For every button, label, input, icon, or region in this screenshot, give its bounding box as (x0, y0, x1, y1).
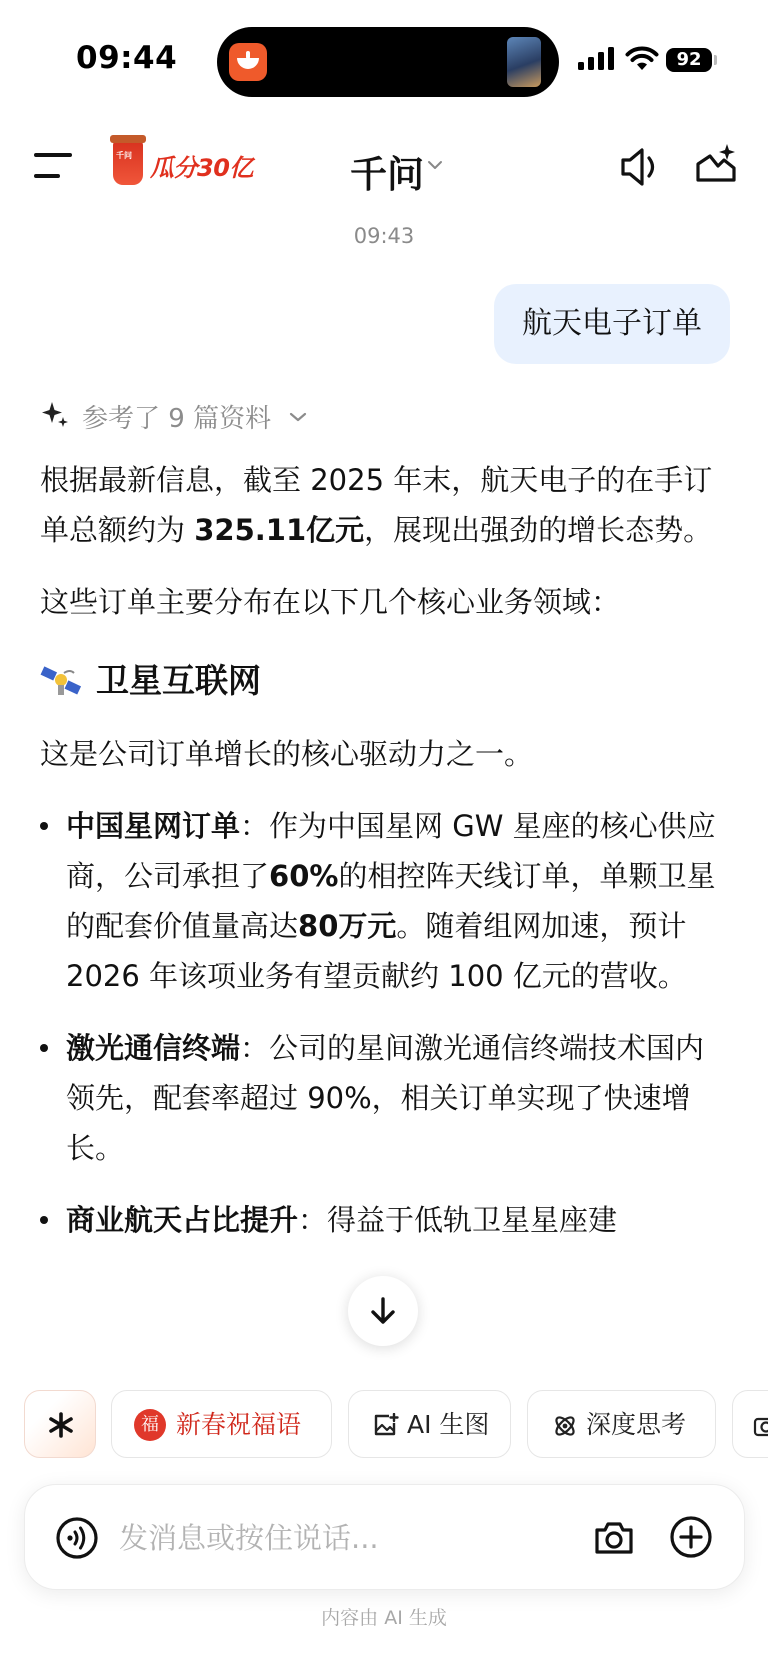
answer-distribution: 这些订单主要分布在以下几个核心业务领域： (40, 585, 621, 619)
satellite-icon (40, 663, 84, 699)
camera-icon[interactable] (593, 1518, 635, 1556)
user-message-bubble[interactable]: 航天电子订单 (494, 284, 730, 364)
assistant-answer (40, 455, 730, 1267)
arrow-down-icon (369, 1296, 397, 1326)
new-chat-icon[interactable] (694, 142, 738, 186)
promo-banner-text[interactable]: 瓜分30亿 (150, 154, 253, 182)
section-heading (40, 657, 730, 705)
more-chip[interactable] (732, 1390, 768, 1458)
status-time: 09:44 (76, 40, 178, 76)
wifi-icon (625, 46, 659, 72)
list-item: 激光通信终端：公司的星间激光通信终端技术国内领先，配套率超过 90%，相关订单实现了快速增长。 (40, 1023, 730, 1173)
deep-think-label: 深度思考 (586, 1410, 687, 1439)
add-attachment-icon[interactable] (669, 1515, 713, 1559)
quick-action-star-button[interactable] (24, 1390, 96, 1458)
list-item: 中国星网订单：作为中国星网 GW 星座的核心供应商，公司承担了60%的相控阵天线订单，单颗卫星的配套价值量高达80万元。随着组网加速，预计 2026 年该项业务有望贡献约 100 亿元的营收。 (40, 801, 730, 1001)
scroll-to-bottom-button[interactable] (348, 1276, 418, 1346)
ai-image-label: AI 生图 (407, 1410, 490, 1439)
content-fade (0, 1352, 768, 1382)
asterisk-icon (48, 1411, 74, 1439)
message-composer (24, 1484, 745, 1590)
deep-think-chip[interactable] (527, 1390, 716, 1458)
app-activity-icon (229, 43, 267, 81)
promo-cup-label: 千问 (116, 151, 132, 160)
promo-cup-icon[interactable] (113, 141, 143, 185)
sparkle-icon (40, 400, 70, 430)
list-item: 商业航天占比提升：得益于低轨卫星星座建 (40, 1195, 730, 1245)
atom-icon (552, 1413, 578, 1439)
answer-intro: 根据最新信息，截至 2025 年末，航天电子的在手订单总额约为 325.11亿元，展现出强劲的增长态势。 (40, 463, 713, 547)
section-intro: 这是公司订单增长的核心驱动力之一。 (40, 737, 534, 771)
cellular-signal-icon (578, 44, 618, 74)
ai-disclaimer: 内容由 AI 生成 (321, 1607, 447, 1629)
bullet-list (40, 801, 730, 1245)
page-title[interactable]: 千问 (350, 153, 424, 196)
image-plus-icon (373, 1413, 399, 1437)
chevron-down-icon[interactable] (427, 160, 443, 170)
media-thumbnail (507, 37, 541, 87)
blessing-chip[interactable] (111, 1390, 332, 1458)
speaker-icon[interactable] (617, 146, 661, 188)
dynamic-island[interactable] (217, 27, 559, 97)
section-title: 卫星互联网 (96, 661, 261, 700)
chevron-down-icon (288, 411, 308, 423)
message-timestamp: 09:43 (353, 224, 415, 248)
battery-level: 92 (666, 48, 712, 72)
camera-icon (753, 1413, 768, 1437)
message-input[interactable] (117, 1515, 561, 1561)
menu-icon[interactable] (34, 153, 74, 179)
order-total: 325.11亿元 (194, 513, 365, 547)
references-label: 参考了 9 篇资料 (82, 404, 272, 434)
battery-cap (714, 55, 717, 65)
ai-image-chip[interactable] (348, 1390, 511, 1458)
voice-input-icon[interactable] (55, 1516, 99, 1560)
blessing-label: 新春祝福语 (176, 1410, 302, 1439)
fu-badge-icon: 福 (134, 1409, 166, 1441)
